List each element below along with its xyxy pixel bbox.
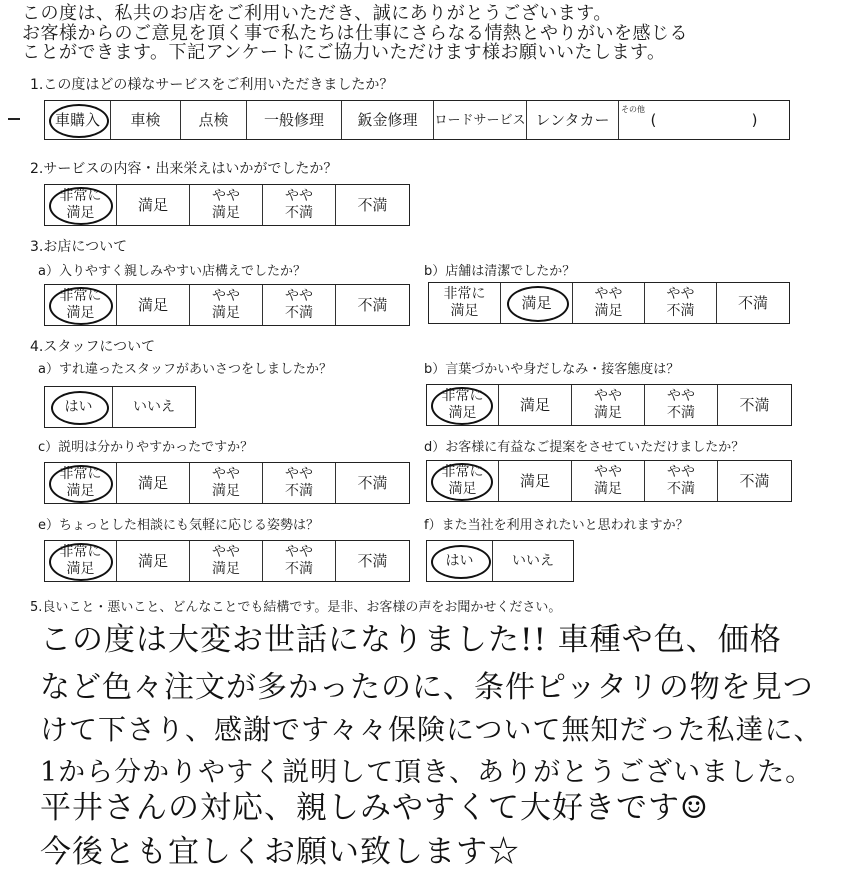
q4e-satisfied[interactable]: 満足 [117,541,190,581]
q3b-very-satisfied[interactable]: 非常に 満足 [429,283,501,323]
question-2-title: 2.サービスの内容・出来栄えはいかがでしたか？ [30,161,338,177]
q4b-somewhat-satisfied[interactable]: やや 満足 [572,385,645,425]
q1-option-general-repair[interactable]: 一般修理 [247,101,342,139]
q3a-dissatisfied[interactable]: 不満 [357,295,388,314]
q4d-satisfied[interactable]: 満足 [499,461,572,501]
comment-line-6: 今後とも宜しくお願い致します☆ [40,834,520,870]
q4d-rating-table [426,460,792,502]
q4b-very-satisfied[interactable]: 非常に 満足 [427,385,499,425]
q4e-title: e）ちょっとした相談にも気軽に応じる姿勢は？ [38,518,319,533]
q1-option-other[interactable] [619,101,789,139]
q3b-somewhat-satisfied[interactable]: やや 満足 [573,283,645,323]
q4a-yes[interactable]: はい [45,387,113,427]
q4c-satisfied[interactable]: 満足 [117,463,190,503]
question-5-title: 5.良いこと・悪いこと、どんなことでも結構です。是非、お客様の声をお聞かせください。 [30,600,562,615]
comment-line-5: 平井さんの対応、親しみやすくて大好きです☺ [40,790,709,826]
intro-text: この度は、私共のお店をご利用いただき、誠にありがとうございます。 お客様からのご意見を頂く事で私たちは仕事にさらなる情熱とやりがいを感じる ことができます。下記アンケートにご協力いただけます様お願いいたします。 [22,3,688,63]
other-label: その他 [621,105,645,114]
q4b-satisfied[interactable]: 満足 [499,385,572,425]
comment-line-4: 1から分かりやすく説明して頂き、ありがとうございました。 [40,757,814,788]
q4c-very-satisfied[interactable]: 非常に 満足 [45,463,117,503]
q4d-somewhat-satisfied[interactable]: やや 満足 [572,461,645,501]
q4c-somewhat-satisfied[interactable]: やや 満足 [190,463,263,503]
comment-line-1: この度は大変お世話になりました!! 車種や色、価格 [40,622,782,658]
q4a-no[interactable]: いいえ [133,398,175,415]
q3b-somewhat-dissatisfied[interactable]: やや 不満 [645,283,717,323]
q4f-yes-no-table [426,540,574,582]
q4f-no[interactable]: いいえ [512,552,554,569]
q3b-dissatisfied[interactable]: 不満 [737,293,768,312]
question-1-title: 1.この度はどの様なサービスをご利用いただきましたか？ [30,77,394,93]
q4d-dissatisfied[interactable]: 不満 [739,471,770,490]
q4c-title: c）説明は分かりやすかったですか？ [38,440,254,455]
q3a-somewhat-dissatisfied[interactable]: やや 不満 [263,285,336,325]
q1-option-road-service[interactable]: ロードサービス [434,101,527,139]
q4e-somewhat-dissatisfied[interactable]: やや 不満 [263,541,336,581]
q1-options-table [44,100,790,140]
q4d-somewhat-dissatisfied[interactable]: やや 不満 [645,461,718,501]
question-4-title: 4.スタッフについて [30,339,156,355]
q2-somewhat-satisfied[interactable]: やや 満足 [190,185,263,225]
q2-somewhat-dissatisfied[interactable]: やや 不満 [263,185,336,225]
q3a-title: a）入りやすく親しみやすい店構えでしたか？ [38,264,306,279]
q4b-dissatisfied[interactable]: 不満 [739,395,770,414]
q4b-somewhat-dissatisfied[interactable]: やや 不満 [645,385,718,425]
q4a-title: a）すれ違ったスタッフがあいさつをしましたか？ [38,362,332,377]
q2-rating-table [44,184,410,226]
q1-option-rental-car[interactable]: レンタカー [527,101,619,139]
q4e-very-satisfied[interactable]: 非常に 満足 [45,541,117,581]
q4d-title: d）お客様に有益なご提案をさせていただけましたか？ [424,440,745,455]
q4e-somewhat-satisfied[interactable]: やや 満足 [190,541,263,581]
q2-very-satisfied[interactable]: 非常に 満足 [45,185,117,225]
q2-satisfied[interactable]: 満足 [117,185,190,225]
comment-line-3: けて下さり、感謝です々々保険について無知だった私達に、 [40,713,823,746]
comment-line-2: など色々注文が多かったのに、条件ピッタリの物を見つ [40,670,814,705]
q4c-rating-table [44,462,410,504]
q4b-rating-table [426,384,792,426]
q1-option-car-purchase[interactable]: 車購入 [45,101,111,139]
q3b-rating-table [428,282,790,324]
q1-option-shaken[interactable]: 車検 [111,101,181,139]
q3b-title: b）店舗は清潔でしたか？ [424,264,576,279]
q1-option-sheet-metal[interactable]: 鈑金修理 [342,101,434,139]
q1-option-inspection[interactable]: 点検 [181,101,247,139]
q3a-satisfied[interactable]: 満足 [117,285,190,325]
q4a-yes-no-table [44,386,196,428]
q3a-somewhat-satisfied[interactable]: やや 満足 [190,285,263,325]
q3b-satisfied[interactable]: 満足 [501,283,573,323]
margin-mark [8,118,20,120]
q3a-very-satisfied[interactable]: 非常に 満足 [45,285,117,325]
q4b-title: b）言葉づかいや身だしなみ・接客態度は？ [424,362,680,377]
q3a-rating-table [44,284,410,326]
q4e-rating-table [44,540,410,582]
q4d-very-satisfied[interactable]: 非常に 満足 [427,461,499,501]
q4c-somewhat-dissatisfied[interactable]: やや 不満 [263,463,336,503]
q2-dissatisfied[interactable]: 不満 [357,195,388,214]
q4f-title: f）また当社を利用されたいと思われますか？ [424,518,689,533]
q4f-yes[interactable]: はい [427,541,493,581]
other-value: ( ) [650,110,758,129]
question-3-title: 3.お店について [30,239,128,255]
q4c-dissatisfied[interactable]: 不満 [357,473,388,492]
q4e-dissatisfied[interactable]: 不満 [357,551,388,570]
